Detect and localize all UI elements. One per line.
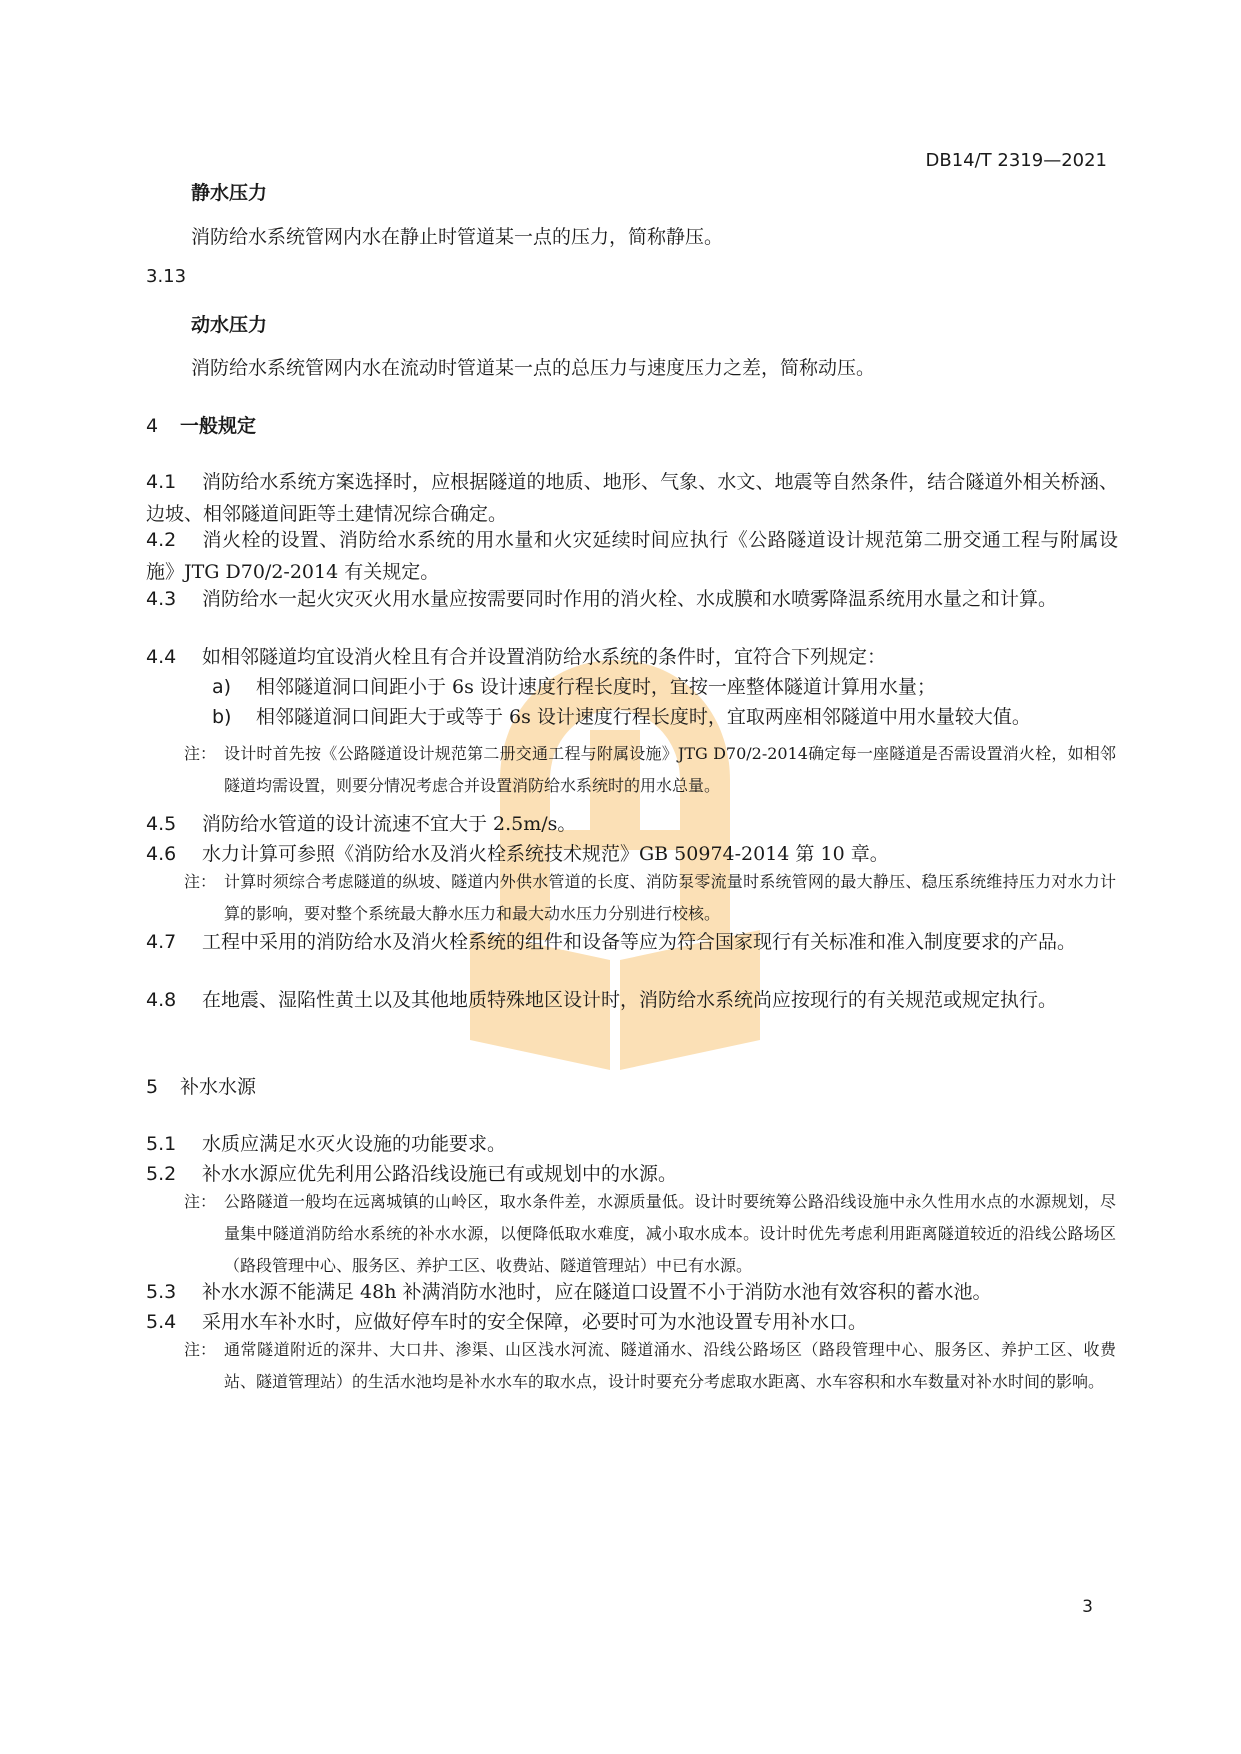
clause-number: 4.7 bbox=[146, 931, 177, 953]
clause-number: 4.5 bbox=[146, 813, 177, 835]
term-static-pressure: 静水压力 bbox=[191, 182, 268, 204]
clause-4-1 bbox=[146, 466, 1118, 530]
section-number: 5 bbox=[146, 1076, 159, 1098]
section-title: 一般规定 bbox=[180, 415, 257, 437]
page-number: 3 bbox=[1082, 1597, 1093, 1617]
section-number: 4 bbox=[146, 415, 159, 437]
note-4-6 bbox=[184, 866, 1116, 930]
clause-number: 4.6 bbox=[146, 843, 177, 865]
clause-4-8 bbox=[146, 984, 1118, 1016]
section-4-heading bbox=[146, 411, 256, 438]
clause-text: 补水水源不能满足 48h 补满消防水池时，应在隧道口设置不小于消防水池有效容积的蓄水池。 bbox=[202, 1281, 992, 1303]
note-text: 计算时须综合考虑隧道的纵坡、隧道内外供水管道的长度、消防泵零流量时系统管网的最大静压、稳压系统维持压力对水力计算的影响，要对整个系统最大静水压力和最大动水压力分别进行校核。 bbox=[224, 872, 1116, 923]
clause-text: 补水水源应优先利用公路沿线设施已有或规划中的水源。 bbox=[202, 1163, 678, 1185]
clause-5-1 bbox=[146, 1128, 1118, 1160]
clause-4-3 bbox=[146, 583, 1118, 615]
note-label: 注： bbox=[184, 872, 217, 891]
clause-text: 消防给水管道的设计流速不宜大于 2.5m/s。 bbox=[202, 813, 577, 835]
clause-5-3 bbox=[146, 1276, 1118, 1308]
clause-text: 采用水车补水时，应做好停车时的安全保障，必要时可为水池设置专用补水口。 bbox=[202, 1311, 868, 1333]
list-marker: a) bbox=[212, 676, 232, 698]
clause-text: 消防给水一起火灾灭火用水量应按需要同时作用的消火栓、水成膜和水喷雾降温系统用水量之和计算。 bbox=[202, 588, 1058, 610]
list-marker: b) bbox=[212, 706, 232, 728]
clause-text: 水力计算可参照《消防给水及消火栓系统技术规范》GB 50974-2014 第 10 章。 bbox=[202, 843, 889, 865]
clause-text: 如相邻隧道均宜设消火栓且有合并设置消防给水系统的条件时，宜符合下列规定： bbox=[202, 646, 887, 668]
standard-number: DB14/T 2319—2021 bbox=[925, 150, 1107, 171]
term-dynamic-pressure: 动水压力 bbox=[191, 314, 268, 336]
list-text: 相邻隧道洞口间距小于 6s 设计速度行程长度时，宜按一座整体隧道计算用水量； bbox=[256, 676, 936, 698]
clause-number: 4.8 bbox=[146, 989, 177, 1011]
section-title: 补水水源 bbox=[180, 1076, 257, 1098]
note-text: 通常隧道附近的深井、大口井、渗渠、山区浅水河流、隧道涌水、沿线公路场区（路段管理中心、服务区、养护工区、收费站、隧道管理站）的生活水池均是补水水车的取水点，设计时要充分考虑取水距离、水车容积和水车数量对补水时间的影响。 bbox=[224, 1340, 1116, 1391]
clause-number: 4.2 bbox=[146, 529, 177, 551]
definition-static-pressure: 消防给水系统管网内水在静止时管道某一点的压力，简称静压。 bbox=[191, 226, 724, 248]
clause-number: 4.4 bbox=[146, 646, 177, 668]
clause-text: 水质应满足水灭火设施的功能要求。 bbox=[202, 1133, 507, 1155]
list-item-b bbox=[212, 702, 1031, 729]
list-text: 相邻隧道洞口间距大于或等于 6s 设计速度行程长度时，宜取两座相邻隧道中用水量较大值。 bbox=[256, 706, 1031, 728]
note-text: 设计时首先按《公路隧道设计规范第二册交通工程与附属设施》JTG D70/2-2014确定每一座隧道是否需设置消火栓，如相邻隧道均需设置，则要分情况考虑合并设置消防给水系统时的用水总量。 bbox=[224, 744, 1116, 795]
clause-text: 消防给水系统方案选择时，应根据隧道的地质、地形、气象、水文、地震等自然条件，结合隧道外相关桥涵、边坡、相邻隧道间距等土建情况综合确定。 bbox=[146, 471, 1118, 525]
clause-text: 消火栓的设置、消防给水系统的用水量和火灾延续时间应执行《公路隧道设计规范第二册交通工程与附属设施》JTG D70/2-2014 有关规定。 bbox=[146, 529, 1118, 583]
clause-number-3-13: 3.13 bbox=[146, 266, 187, 287]
clause-number: 4.3 bbox=[146, 588, 177, 610]
clause-4-7 bbox=[146, 926, 1118, 958]
note-5-2 bbox=[184, 1186, 1116, 1282]
list-item-a bbox=[212, 672, 936, 699]
clause-4-5 bbox=[146, 808, 1118, 840]
note-5-4 bbox=[184, 1334, 1116, 1398]
note-label: 注： bbox=[184, 744, 217, 763]
clause-number: 5.4 bbox=[146, 1311, 177, 1333]
clause-4-4 bbox=[146, 641, 1118, 673]
definition-dynamic-pressure: 消防给水系统管网内水在流动时管道某一点的总压力与速度压力之差，简称动压。 bbox=[191, 357, 876, 379]
clause-number: 5.3 bbox=[146, 1281, 177, 1303]
clause-text: 在地震、湿陷性黄土以及其他地质特殊地区设计时，消防给水系统尚应按现行的有关规范或规定执行。 bbox=[202, 989, 1058, 1011]
note-label: 注： bbox=[184, 1192, 217, 1211]
section-5-heading bbox=[146, 1072, 256, 1099]
clause-number: 5.2 bbox=[146, 1163, 177, 1185]
note-label: 注： bbox=[184, 1340, 217, 1359]
note-4-4 bbox=[184, 738, 1116, 802]
note-text: 公路隧道一般均在远离城镇的山岭区，取水条件差，水源质量低。设计时要统筹公路沿线设施中永久性用水点的水源规划，尽量集中隧道消防给水系统的补水水源，以便降低取水难度，减小取水成本。设计时优先考虑利用距离隧道较近的沿线公路场区（路段管理中心、服务区、养护工区、收费站、隧道管理站）中已有水源。 bbox=[224, 1192, 1116, 1275]
clause-number: 4.1 bbox=[146, 471, 177, 493]
clause-text: 工程中采用的消防给水及消火栓系统的组件和设备等应为符合国家现行有关标准和准入制度要求的产品。 bbox=[202, 931, 1077, 953]
clause-4-2 bbox=[146, 524, 1118, 588]
clause-number: 5.1 bbox=[146, 1133, 177, 1155]
